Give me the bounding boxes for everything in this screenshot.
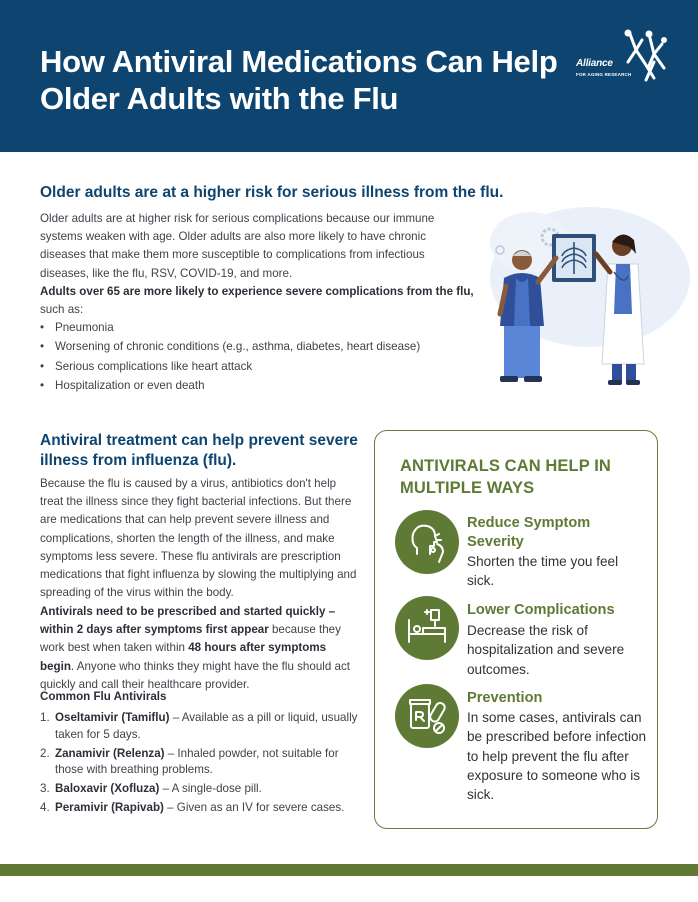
figures-logo-icon <box>614 28 670 88</box>
list-item: • Pneumonia <box>40 318 420 337</box>
benefit-heading: Reduce Symptom Severity <box>467 515 591 550</box>
list-item: • Serious complications like heart attack <box>40 357 420 376</box>
logo-tagline: FOR AGING RESEARCH <box>576 72 632 77</box>
section1-lead-bold: Adults over 65 are more likely to experience severe complications from the flu, <box>40 285 474 298</box>
drug-description: – Available as a pill or liquid, usually taken for 5 days. <box>55 711 358 741</box>
list-number: 4. <box>40 801 50 815</box>
benefit-text: Shorten the time you feel sick. <box>467 554 619 589</box>
list-number: 3. <box>40 782 50 796</box>
benefit-heading: Prevention <box>467 690 543 706</box>
section2-timing-paragraph <box>40 603 360 694</box>
timing-bold: Antivirals need to be prescribed and started quickly – within 2 days after symptoms first appear <box>40 605 336 637</box>
antivirals-list-title: Common Flu Antivirals <box>40 690 167 703</box>
timing-text-end: . Anyone who thinks they might have the flu should act quickly and call their healthcare provider. <box>40 659 350 691</box>
complications-list <box>40 318 420 396</box>
timing-bold-48h: 48 hours after symptoms begin <box>40 641 327 673</box>
section1-heading: Older adults are at a higher risk for serious illness from the flu. <box>40 184 504 201</box>
drug-description: – A single-dose pill. <box>159 782 262 796</box>
list-item <box>40 710 360 743</box>
timing-text: because they work best when taken within <box>40 623 341 655</box>
section1-lead-rest: such as: <box>40 303 84 317</box>
list-item <box>40 781 360 798</box>
section2-heading: Antiviral treatment can help prevent severe illness from influenza (flu). <box>40 432 358 469</box>
sick-person-icon <box>395 510 459 574</box>
section2-paragraph: Because the flu is caused by a virus, antibiotics don't help treat the illness since they fight bacterial infections. But there are medications that can help prevent severe illness and complications, shorten the length of the illness, and make symptoms less severe. These flu antivirals are prescription medications that fight influenza by slowing the multiplying and spreading of the virus within the body. <box>40 477 357 600</box>
list-number: 1. <box>40 711 50 724</box>
box-title: ANTIVIRALS CAN HELP IN MULTIPLE WAYS <box>400 457 611 497</box>
footer-bar <box>0 864 698 876</box>
benefit-heading: Lower Complications <box>467 602 615 618</box>
alliance-logo <box>576 28 672 92</box>
drug-description: – Given as an IV for severe cases. <box>163 801 345 815</box>
drug-name: Baloxavir (Xofluza) <box>55 782 160 796</box>
logo-wordmark: Alliance <box>576 58 613 69</box>
drug-name: Peramivir (Rapivab) <box>55 801 164 815</box>
list-item: • Hospitalization or even death <box>40 376 420 395</box>
benefit-text: In some cases, antivirals can be prescribed before infection to help prevent the flu after exposure to someone who is sick. <box>467 710 647 803</box>
list-number: 2. <box>40 746 50 760</box>
doctor-patient-illustration <box>470 182 690 392</box>
drug-name: Zanamivir (Relenza) <box>55 746 165 760</box>
header-banner <box>0 0 698 152</box>
hospital-bed-icon <box>395 596 459 660</box>
section1-lead <box>40 283 480 319</box>
antivirals-benefits-box <box>374 430 658 829</box>
list-item <box>40 800 360 817</box>
prescription-pills-icon <box>395 684 459 748</box>
page-title: How Antiviral Medications Can Help Older Adults with the Flu <box>40 44 558 116</box>
benefit-text: Decrease the risk of hospitalization and severe outcomes. <box>467 623 625 677</box>
list-item <box>40 746 360 779</box>
drug-description: – Inhaled powder, not suitable for those with breathing problems. <box>55 746 339 777</box>
section1-paragraph: Older adults are at higher risk for serious complications because our immune systems weaken with age. Older adults are also more likely to have chronic diseases that make them more susceptible to complications from infectious diseases, like the flu, RSV, COVID-19, and more. <box>40 212 435 280</box>
drug-name: Oseltamivir (Tamiflu) <box>55 711 170 724</box>
list-item: • Worsening of chronic conditions (e.g., asthma, diabetes, heart disease) <box>40 337 420 356</box>
antivirals-list <box>40 710 360 820</box>
